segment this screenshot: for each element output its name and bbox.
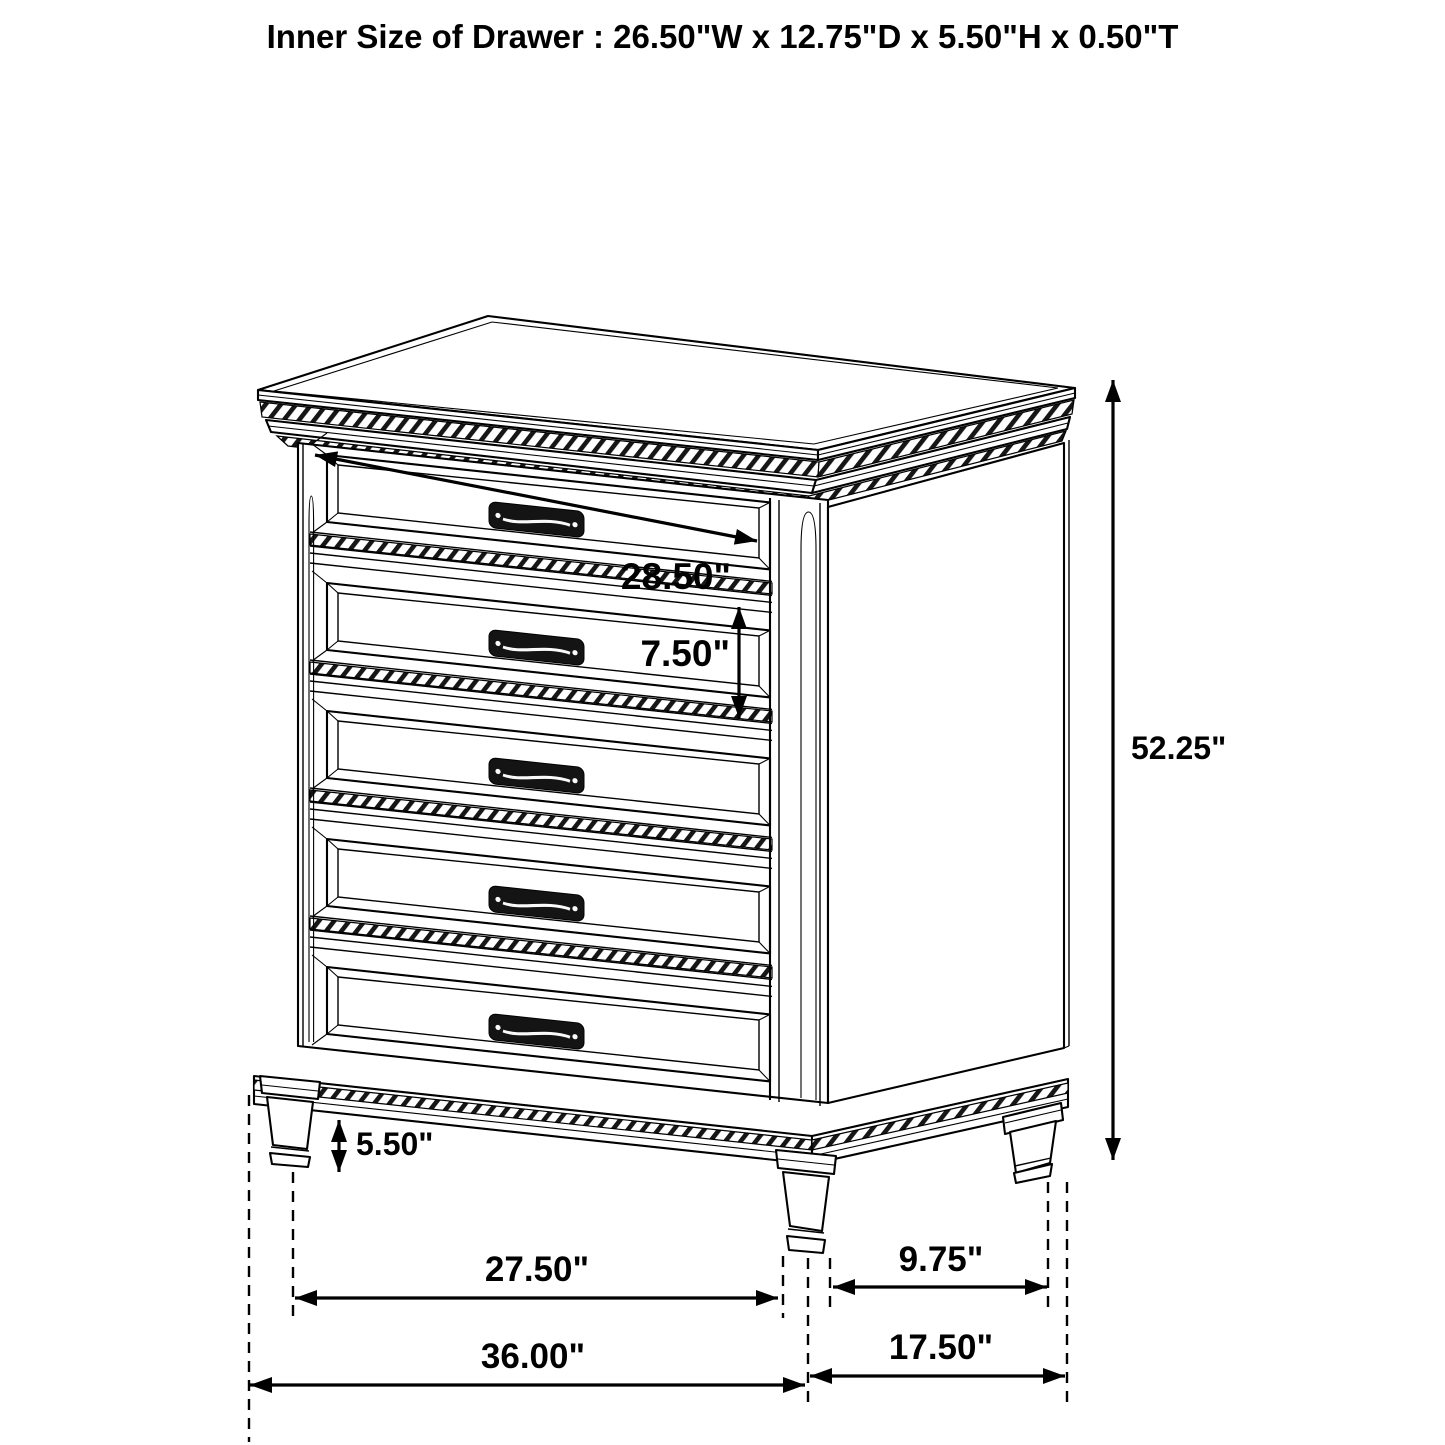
dim-overall-depth-label: 17.50": [888, 1328, 994, 1367]
dim-drawer-height-label: 7.50": [640, 633, 730, 674]
dim-side-feet-span-label: 9.75": [898, 1240, 984, 1279]
diagram-title: Inner Size of Drawer : 26.50"W x 12.75"D x 5.50"H x 0.50"T: [266, 18, 1179, 55]
side-panel: [828, 443, 1064, 1103]
dim-overall-width: [250, 1337, 805, 1385]
dim-drawer-width-label: 28.50": [620, 556, 732, 597]
dim-overall-height: [1113, 380, 1226, 1160]
dim-overall-width-label: 36.00": [480, 1337, 586, 1376]
foot-rear-right: [1003, 1103, 1063, 1183]
dim-side-feet-span: [833, 1240, 1047, 1287]
foot-front-left: [260, 1076, 320, 1167]
dim-overall-height-label: 52.25": [1131, 730, 1227, 766]
dim-foot-height: [339, 1120, 433, 1172]
foot-front-center: [776, 1150, 836, 1253]
dim-foot-height-label: 5.50": [356, 1126, 434, 1162]
dim-front-feet-span-label: 27.50": [484, 1250, 590, 1289]
dim-overall-depth: [810, 1328, 1065, 1376]
dim-front-feet-span: [295, 1250, 778, 1298]
